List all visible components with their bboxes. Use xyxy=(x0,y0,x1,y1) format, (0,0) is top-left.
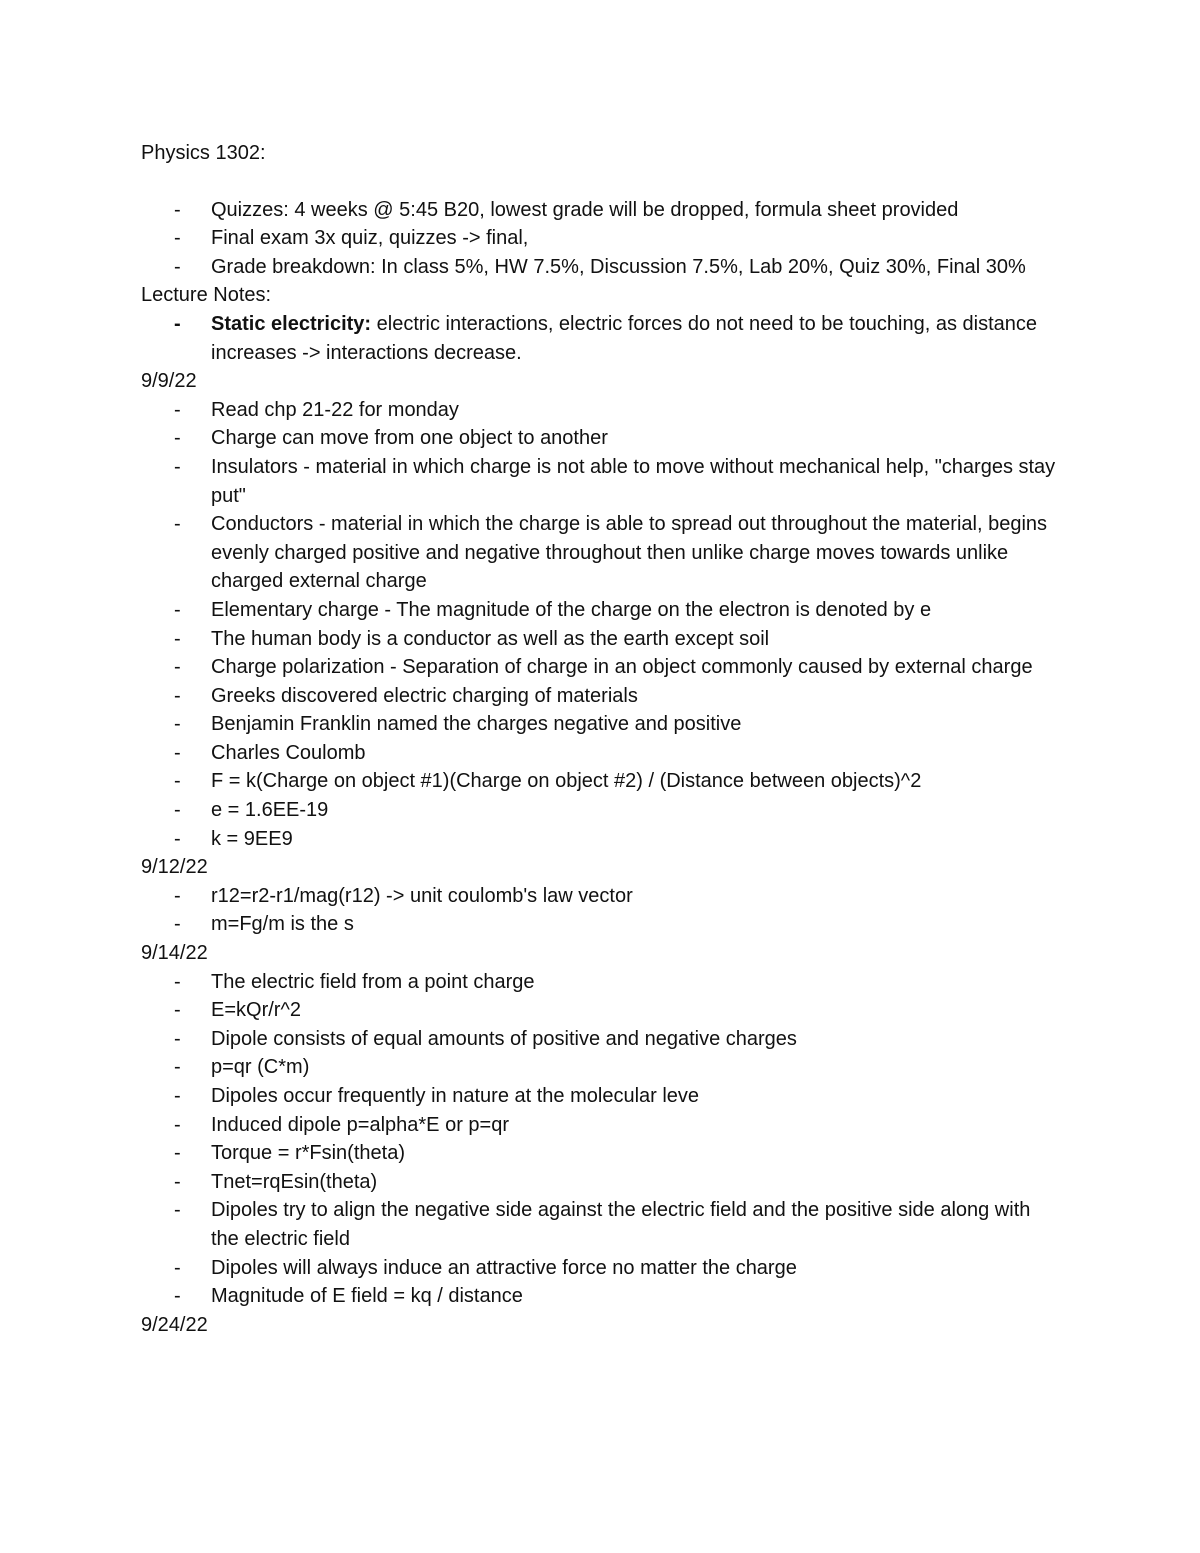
list-item: - Dipole consists of equal amounts of positive and negative charges xyxy=(141,1025,1061,1054)
dash-bullet: - xyxy=(174,513,181,536)
section-date: 9/12/22 xyxy=(141,856,208,879)
dash-bullet: - xyxy=(174,627,181,650)
section-list xyxy=(141,882,1061,939)
dash-bullet: - xyxy=(174,713,181,736)
dash-bullet: - xyxy=(174,255,181,278)
dash-bullet: - xyxy=(174,1285,181,1308)
dash-bullet: - xyxy=(174,827,181,850)
list-item: - E=kQr/r^2 xyxy=(141,996,1061,1025)
list-item: - Final exam 3x quiz, quizzes -> final, xyxy=(141,224,1061,253)
list-item: - The electric field from a point charge xyxy=(141,968,1061,997)
list-item: - Grade breakdown: In class 5%, HW 7.5%, Discussion 7.5%, Lab 20%, Quiz 30%, Final 30% xyxy=(141,253,1061,282)
list-item: - F = k(Charge on object #1)(Charge on object #2) / (Distance between objects)^2 xyxy=(141,767,1061,796)
list-item: - p=qr (C*m) xyxy=(141,1053,1061,1082)
document-title: Physics 1302: xyxy=(141,142,266,164)
dated-sections xyxy=(141,367,1061,1339)
list-item: - Tnet=rqEsin(theta) xyxy=(141,1168,1061,1197)
dash-bullet: - xyxy=(174,198,181,221)
list-item: - Charge polarization - Separation of charge in an object commonly caused by external charge xyxy=(141,653,1061,682)
list-item: - Greeks discovered electric charging of materials xyxy=(141,682,1061,711)
list-item: - Torque = r*Fsin(theta) xyxy=(141,1139,1061,1168)
course-info-list xyxy=(141,196,1061,282)
list-item: - Charles Coulomb xyxy=(141,739,1061,768)
dash-bullet: - xyxy=(174,970,181,993)
section-list xyxy=(141,396,1061,854)
list-item: - k = 9EE9 xyxy=(141,825,1061,854)
list-item: - Magnitude of E field = kq / distance xyxy=(141,1282,1061,1311)
dash-bullet: - xyxy=(174,312,181,335)
list-item: - e = 1.6EE-19 xyxy=(141,796,1061,825)
spacer xyxy=(141,168,1061,196)
dash-bullet: - xyxy=(174,1142,181,1165)
list-item: - Dipoles will always induce an attractive force no matter the charge xyxy=(141,1254,1061,1283)
dash-bullet: - xyxy=(174,770,181,793)
dash-bullet: - xyxy=(174,684,181,707)
list-item: - m=Fg/m is the s xyxy=(141,910,1061,939)
dash-bullet: - xyxy=(174,598,181,621)
list-item: - The human body is a conductor as well as the earth except soil xyxy=(141,625,1061,654)
section-date: 9/9/22 xyxy=(141,370,197,393)
lecture-notes-list xyxy=(141,310,1061,367)
dash-bullet: - xyxy=(174,913,181,936)
term-static-electricity: Static electricity: xyxy=(211,312,372,335)
list-item: - Insulators - material in which charge is not able to move without mechanical help, "charges stay put" xyxy=(141,453,1061,510)
dash-bullet: - xyxy=(174,427,181,450)
section-date: 9/14/22 xyxy=(141,942,208,965)
list-item: - Charge can move from one object to another xyxy=(141,424,1061,453)
list-item: - Static electricity: electric interactions, electric forces do not need to be touching, as distance increases -> interactions decrease. xyxy=(141,310,1061,367)
list-item: - Conductors - material in which the charge is able to spread out throughout the material, begins evenly charged positive and negative throughout then unlike charge moves towards unlike charged external charge xyxy=(141,510,1061,596)
dash-bullet: - xyxy=(174,1170,181,1193)
dash-bullet: - xyxy=(174,1113,181,1136)
list-item: - Dipoles occur frequently in nature at the molecular leve xyxy=(141,1082,1061,1111)
dash-bullet: - xyxy=(174,455,181,478)
dash-bullet: - xyxy=(174,1027,181,1050)
list-item: - Elementary charge - The magnitude of the charge on the electron is denoted by e xyxy=(141,596,1061,625)
dash-bullet: - xyxy=(174,656,181,679)
dash-bullet: - xyxy=(174,398,181,421)
dash-bullet: - xyxy=(174,999,181,1022)
dash-bullet: - xyxy=(174,1056,181,1079)
dash-bullet: - xyxy=(174,1256,181,1279)
lecture-notes-heading: Lecture Notes: xyxy=(141,284,272,307)
section-date: 9/24/22 xyxy=(141,1313,208,1336)
list-item: - Quizzes: 4 weeks @ 5:45 B20, lowest grade will be dropped, formula sheet provided xyxy=(141,196,1061,225)
dash-bullet: - xyxy=(174,741,181,764)
section-list xyxy=(141,968,1061,1311)
list-item: - Read chp 21-22 for monday xyxy=(141,396,1061,425)
dash-bullet: - xyxy=(174,884,181,907)
dash-bullet: - xyxy=(174,1199,181,1222)
dash-bullet: - xyxy=(174,1085,181,1107)
list-item: - r12=r2-r1/mag(r12) -> unit coulomb's law vector xyxy=(141,882,1061,911)
list-item: - Induced dipole p=alpha*E or p=qr xyxy=(141,1111,1061,1140)
list-item: - Benjamin Franklin named the charges negative and positive xyxy=(141,710,1061,739)
document-body xyxy=(141,139,1061,1339)
dash-bullet: - xyxy=(174,227,181,250)
list-item: - Dipoles try to align the negative side against the electric field and the positive side along with the electric field xyxy=(141,1196,1061,1253)
dash-bullet: - xyxy=(174,799,181,822)
